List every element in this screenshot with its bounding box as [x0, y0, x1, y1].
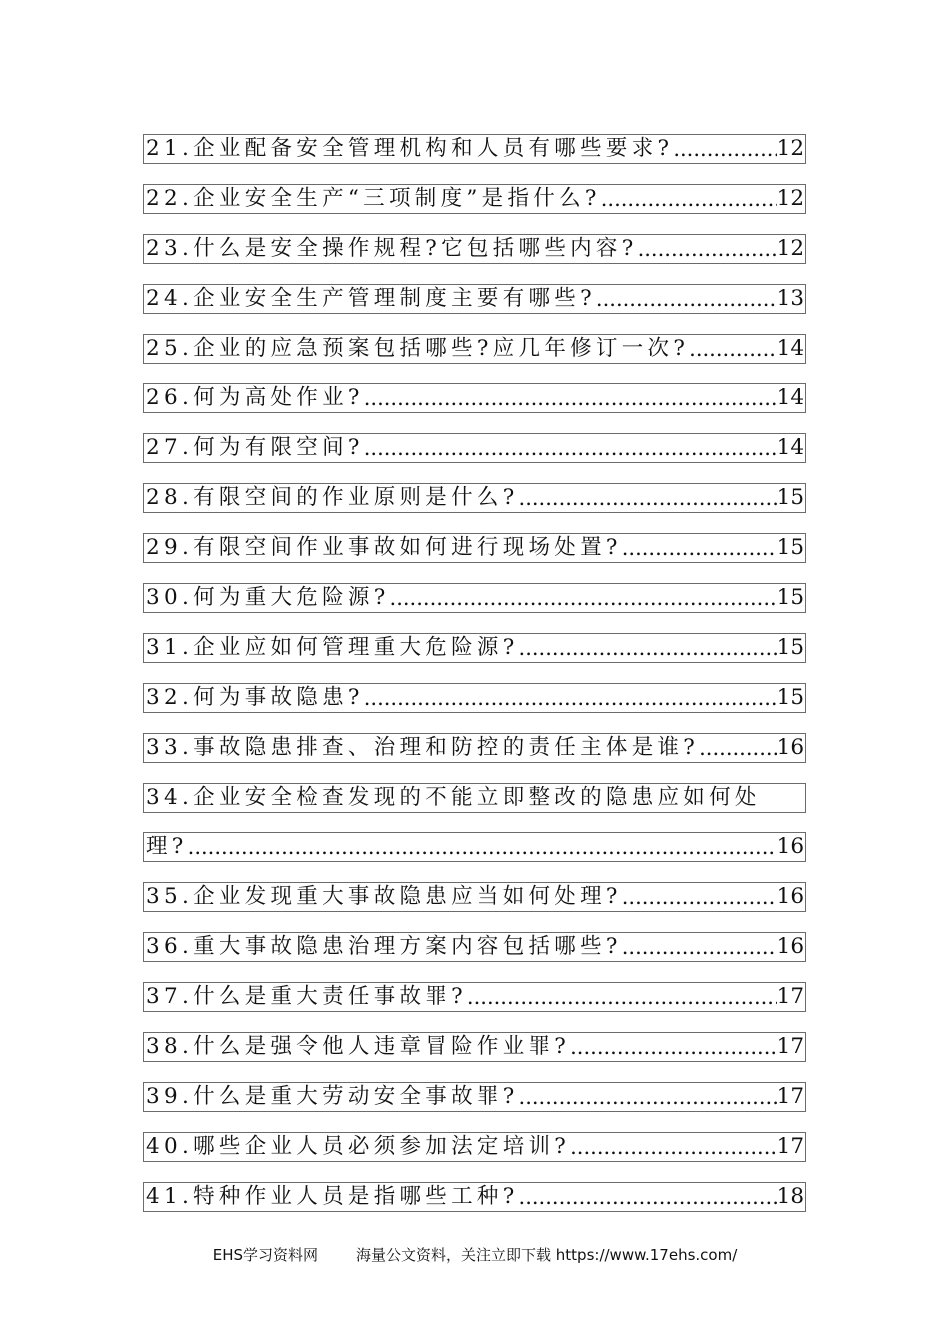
toc-entry[interactable] — [143, 134, 806, 164]
toc-dot-leader — [467, 983, 777, 1011]
toc-dot-leader — [638, 235, 777, 263]
toc-entry[interactable] — [143, 583, 806, 613]
toc-page-number: 15 — [776, 485, 804, 511]
toc-page-number: 17 — [776, 1034, 804, 1060]
footer-site-name: EHS学习资料网 — [212, 1246, 319, 1264]
page-footer — [0, 1244, 950, 1265]
toc-entry-title: 32.何为事故隐患? — [146, 684, 364, 710]
toc-page-number: 15 — [776, 535, 804, 561]
toc-entry[interactable] — [143, 334, 806, 364]
toc-dot-leader — [364, 684, 777, 712]
toc-entry-title: 22.企业安全生产“三项制度”是指什么? — [146, 185, 601, 211]
toc-page-number: 17 — [776, 1133, 804, 1159]
toc-entry-title: 31.企业应如何管理重大危险源? — [146, 634, 519, 660]
toc-page-number: 14 — [776, 335, 804, 361]
toc-entry[interactable] — [143, 483, 806, 513]
toc-page-number: 14 — [776, 385, 804, 411]
toc-page-number: 13 — [776, 285, 804, 311]
toc-dot-leader — [622, 883, 777, 911]
toc-page-number: 12 — [776, 185, 804, 211]
table-of-contents — [143, 134, 806, 1232]
toc-entry[interactable] — [143, 733, 806, 763]
toc-page-number: 12 — [776, 235, 804, 261]
toc-entry[interactable] — [143, 1082, 806, 1112]
toc-entry[interactable] — [143, 1182, 806, 1212]
toc-entry[interactable] — [143, 383, 806, 413]
toc-dot-leader — [188, 833, 777, 861]
toc-entry[interactable] — [143, 234, 806, 264]
toc-entry-title: 40.哪些企业人员必须参加法定培训? — [146, 1133, 571, 1159]
toc-entry[interactable] — [143, 633, 806, 663]
toc-dot-leader — [570, 1033, 777, 1061]
toc-entry-wrapped-second-line[interactable] — [143, 832, 806, 862]
toc-entry[interactable] — [143, 932, 806, 962]
toc-page-number: 16 — [776, 884, 804, 910]
toc-entry-title: 30.何为重大危险源? — [146, 585, 390, 611]
toc-dot-leader — [519, 1183, 777, 1211]
toc-entry-title: 33.事故隐患排查、治理和防控的责任主体是谁? — [146, 734, 700, 760]
toc-page-number: 15 — [776, 585, 804, 611]
toc-page-number: 18 — [776, 1183, 804, 1209]
toc-page-number: 17 — [776, 1083, 804, 1109]
toc-entry[interactable] — [143, 683, 806, 713]
toc-page-number: 15 — [776, 684, 804, 710]
toc-page-number: 12 — [776, 136, 804, 161]
toc-dot-leader — [364, 434, 777, 462]
toc-page-number: 16 — [776, 934, 804, 960]
toc-entry-title: 26.何为高处作业? — [146, 385, 364, 411]
toc-entry-title: 37.什么是重大责任事故罪? — [146, 984, 467, 1010]
toc-dot-leader — [622, 933, 777, 961]
toc-entry[interactable] — [143, 433, 806, 463]
toc-page-number: 15 — [776, 634, 804, 660]
toc-page-number: 17 — [776, 984, 804, 1010]
toc-entry-title: 29.有限空间作业事故如何进行现场处置? — [146, 535, 622, 561]
toc-entry[interactable] — [143, 1132, 806, 1162]
toc-entry-title: 23.什么是安全操作规程?它包括哪些内容? — [146, 235, 638, 261]
toc-dot-leader — [519, 484, 777, 512]
toc-entry-title: 21.企业配备安全管理机构和人员有哪些要求? — [146, 136, 674, 161]
toc-entry-title: 25.企业的应急预案包括哪些?应几年修订一次? — [146, 335, 690, 361]
toc-entry-title: 41.特种作业人员是指哪些工种? — [146, 1183, 519, 1209]
toc-dot-leader — [596, 285, 777, 313]
toc-dot-leader — [390, 584, 777, 612]
toc-entry-title: 34.企业安全检查发现的不能立即整改的隐患应如何处 — [146, 784, 761, 810]
toc-page-number: 16 — [776, 734, 804, 760]
toc-dot-leader — [699, 734, 777, 762]
toc-dot-leader — [601, 185, 777, 213]
toc-dot-leader — [673, 135, 776, 163]
toc-entry[interactable] — [143, 1032, 806, 1062]
toc-entry-title: 36.重大事故隐患治理方案内容包括哪些? — [146, 934, 622, 960]
toc-dot-leader — [570, 1133, 777, 1161]
toc-dot-leader — [364, 384, 777, 412]
toc-dot-leader — [622, 534, 777, 562]
toc-entry-title: 24.企业安全生产管理制度主要有哪些? — [146, 285, 596, 311]
toc-entry[interactable] — [143, 982, 806, 1012]
toc-entry-wrapped-first-line[interactable] — [143, 783, 806, 813]
toc-entry[interactable] — [143, 184, 806, 214]
toc-dot-leader — [519, 1083, 777, 1111]
toc-dot-leader — [689, 335, 776, 363]
toc-page-number: 14 — [776, 435, 804, 461]
toc-entry-title: 28.有限空间的作业原则是什么? — [146, 485, 519, 511]
toc-entry-title: 27.何为有限空间? — [146, 435, 364, 461]
toc-entry-title: 38.什么是强令他人违章冒险作业罪? — [146, 1034, 571, 1060]
toc-page-number: 16 — [776, 834, 804, 860]
toc-entry-title: 39.什么是重大劳动安全事故罪? — [146, 1083, 519, 1109]
toc-entry[interactable] — [143, 284, 806, 314]
toc-entry[interactable] — [143, 533, 806, 563]
toc-dot-leader — [519, 634, 777, 662]
toc-entry-title: 理? — [146, 834, 188, 860]
toc-entry[interactable] — [143, 882, 806, 912]
toc-entry-title: 35.企业发现重大事故隐患应当如何处理? — [146, 884, 622, 910]
footer-download-link[interactable]: 海量公文资料，关注立即下载 https://www.17ehs.com/ — [356, 1246, 738, 1264]
